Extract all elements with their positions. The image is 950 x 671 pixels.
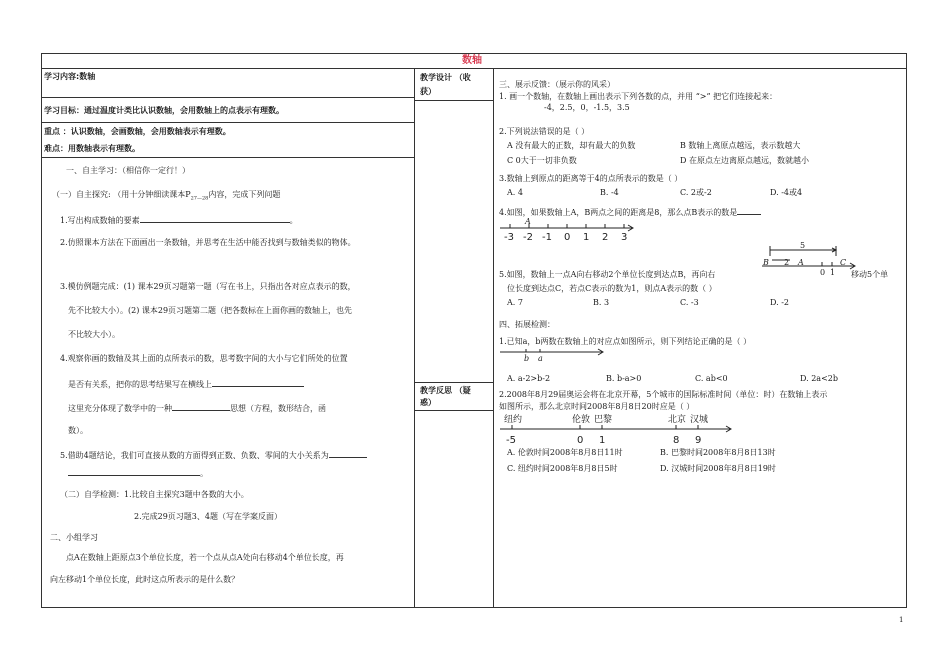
text: 4.如图，如果数轴上A，B两点之间的距离是8，那么点B表示的数是	[499, 208, 738, 217]
city-label: 巴黎	[594, 415, 613, 425]
point-c-label: C	[840, 258, 847, 267]
option: A. a-2>b-2	[507, 374, 551, 383]
row-line	[41, 157, 414, 158]
text: 5.借助4题结论，我们可直接从数的方面得到正数、负数、零间的大小关系为	[60, 451, 329, 460]
tick-label: 0	[577, 435, 584, 446]
page-title: 数轴	[462, 55, 482, 66]
option: A. 7	[507, 298, 523, 307]
tick-label: 3	[621, 232, 628, 243]
option: C. ab<0	[695, 374, 728, 383]
frame-title-bottom	[41, 68, 907, 69]
frame-left	[41, 53, 42, 608]
option: D 在原点左边离原点越远，数就越小	[680, 156, 809, 165]
point-a-label: A	[798, 258, 804, 267]
option: A. 伦敦时间2008年8月8日11时	[507, 448, 623, 457]
group-question: 向左移动1个单位长度，此时这点所表示的是什么数？	[50, 575, 240, 584]
answer-blank[interactable]	[140, 214, 290, 223]
question-5	[68, 467, 208, 478]
teaching-design-label: 获）	[420, 87, 436, 96]
tick-label: -2	[523, 232, 533, 243]
row-line	[41, 122, 414, 123]
section-heading: 三、展示反馈：（展示你的风采）	[499, 80, 615, 89]
answer-blank[interactable]	[172, 402, 230, 411]
problem-5: 移动5个单	[851, 270, 889, 279]
extension-2: 2.2008年8月29届奥运会将在北京开幕，5个城市的国际标准时间（单位：时）在数轴上表示	[499, 390, 828, 399]
question-3: 不比较大小）。	[68, 330, 120, 339]
question-4	[68, 402, 326, 413]
row-line	[414, 382, 493, 383]
option: B. 巴黎时间2008年8月8日13时	[660, 448, 776, 457]
problem-5: 位长度到达点C，若点C表示的数为1，则点A表示的数（ ）	[507, 284, 717, 293]
option: D. -4或4	[770, 188, 803, 197]
question-4: 4.观察你画的数轴及其上面的点所表示的数，思考数字间的大小与它们所处的位置	[60, 354, 348, 363]
option: D. -2	[770, 298, 790, 307]
option: A. 4	[507, 188, 523, 197]
frame-top	[41, 53, 907, 54]
tick-label: 0	[564, 232, 571, 243]
text: 1.写出构成数轴的要素	[60, 216, 140, 225]
option: C. 2或-2	[680, 188, 712, 197]
problem-3: 3.数轴上到原点的距离等于4的点所表示的数是（ ）	[499, 174, 683, 183]
self-test: 2.完成29页习题3、4题（写在学案反面）	[134, 512, 282, 521]
city-label: 纽约	[504, 415, 523, 425]
frame-right	[906, 53, 907, 608]
answer-blank[interactable]	[737, 206, 761, 215]
text: 思想（方程，数形结合，函	[230, 404, 326, 413]
distance-figure	[760, 240, 860, 276]
row-line	[414, 410, 493, 411]
teaching-reflection-label: 教学反思 （疑	[420, 386, 471, 395]
row-line	[41, 97, 414, 98]
answer-blank[interactable]	[329, 449, 367, 458]
city-label: 伦敦	[572, 415, 591, 425]
teaching-reflection-label: 惑）	[420, 398, 436, 407]
frame-bottom	[41, 607, 907, 608]
city-label: 汉城	[690, 415, 709, 425]
option: B. b-a>0	[606, 374, 642, 383]
tick-label: 9	[695, 435, 702, 446]
question-4	[68, 378, 304, 389]
extension-2: 如图所示，那么北京时间2008年8月8日20时应是（ ）	[499, 402, 695, 411]
tick-label: -3	[504, 232, 514, 243]
option: B 数轴上离原点越远，表示数越大	[680, 141, 801, 150]
point-a-label: A	[525, 217, 531, 226]
self-test: （二）自学检测：1.比较自主探究3题中各数的大小。	[60, 490, 249, 499]
point-b-label: b	[524, 354, 530, 363]
key-point: 重点 ：认识数轴，会画数轴，会用数轴表示有理数。	[44, 127, 231, 136]
point-a-label: a	[538, 354, 543, 363]
ab-number-line	[498, 346, 608, 364]
text: 。	[289, 216, 298, 225]
tick-label: 1	[583, 232, 590, 243]
question-1	[60, 214, 298, 225]
number-line-figure	[498, 216, 638, 244]
tick-label-one: 1	[830, 268, 836, 276]
section-heading: 一、自主学习：（相信你一定行！）	[66, 166, 190, 175]
extension-1: 1.已知a，b两数在数轴上的对应点如图所示，则下列结论正确的是（ ）	[499, 337, 752, 346]
row-line	[414, 100, 493, 101]
question-2: 2.仿照课本方法在下面画出一条数轴，并思考在生活中能否找到与数轴类似的物体。	[60, 238, 356, 247]
option: B. 3	[593, 298, 610, 307]
text: 内容，完成下列问题	[208, 190, 281, 199]
option: C. 纽约时间2008年8月8日5时	[507, 464, 618, 473]
text: 27—28	[190, 195, 209, 202]
option: D. 2a<2b	[800, 374, 838, 383]
teaching-design-label: 教学设计 （收	[420, 73, 471, 82]
col-divider-2	[493, 68, 494, 608]
learning-goal: 学习目标：通过温度计类比认识数轴，会用数轴上的点表示有理数。	[44, 106, 284, 115]
distance-label: 5	[800, 241, 806, 250]
question-5	[60, 449, 367, 460]
tick-label: -1	[542, 232, 552, 243]
section-heading: 二、小组学习	[50, 533, 98, 542]
option: C 0大于一切非负数	[507, 156, 577, 165]
group-question: 点A在数轴上距原点3个单位长度，若一个点从点A处向右移动4个单位长度，再	[66, 553, 344, 562]
tick-label: 1	[599, 435, 606, 446]
problem-5: 5.如图，数轴上一点A向右移动2个单位长度到达点B，再向右	[499, 270, 716, 279]
question-4: 数）。	[68, 426, 88, 435]
section-heading: 四、拓展检测：	[499, 320, 555, 329]
option: C. -3	[680, 298, 699, 307]
city-time-number-line	[498, 412, 738, 446]
option: D. 汉城时间2008年8月8日19时	[660, 464, 776, 473]
question-3: 3.模仿例题完成：(1) 课本29页习题第一题（写在书上，只指出各对应点表示的数，	[60, 282, 356, 291]
subsection-heading	[52, 190, 280, 202]
tick-label: 8	[673, 435, 680, 446]
text: （一）自主探究: （用十分钟细读课本P	[52, 190, 191, 199]
point-b-label: B	[763, 258, 769, 267]
segment-label: 2	[784, 258, 790, 267]
page-number: 1	[899, 616, 904, 624]
tick-label: -5	[506, 435, 516, 446]
problem-1: -4，2.5，0，-1.5，3.5	[544, 103, 630, 112]
text: 。	[200, 469, 208, 478]
city-label: 北京	[668, 415, 687, 425]
text: 这里充分体现了数学中的一种	[68, 404, 172, 413]
col-divider-1	[414, 68, 415, 608]
learning-content: 学习内容:数轴	[44, 72, 96, 81]
text: 是否有关系，把你的思考结果写在横线上	[68, 380, 212, 389]
answer-blank[interactable]	[212, 378, 304, 387]
problem-2: 2.下列说法错误的是（ ）	[499, 127, 590, 136]
tick-label-zero: 0	[820, 268, 826, 276]
question-3: 先不比较大小）。(2) 课本29页习题第二题（把各数标在上面你画的数轴上，也先	[68, 306, 353, 315]
option: B. -4	[600, 188, 619, 197]
answer-blank[interactable]	[68, 467, 200, 476]
option: A 没有最大的正数，却有最大的负数	[507, 141, 636, 150]
difficult-point: 难点：用数轴表示有理数。	[44, 144, 140, 153]
tick-label: 2	[602, 232, 609, 243]
problem-1: 1. 画一个数轴，在数轴上画出表示下列各数的点，并用 “>” 把它们连接起来：	[499, 92, 778, 101]
